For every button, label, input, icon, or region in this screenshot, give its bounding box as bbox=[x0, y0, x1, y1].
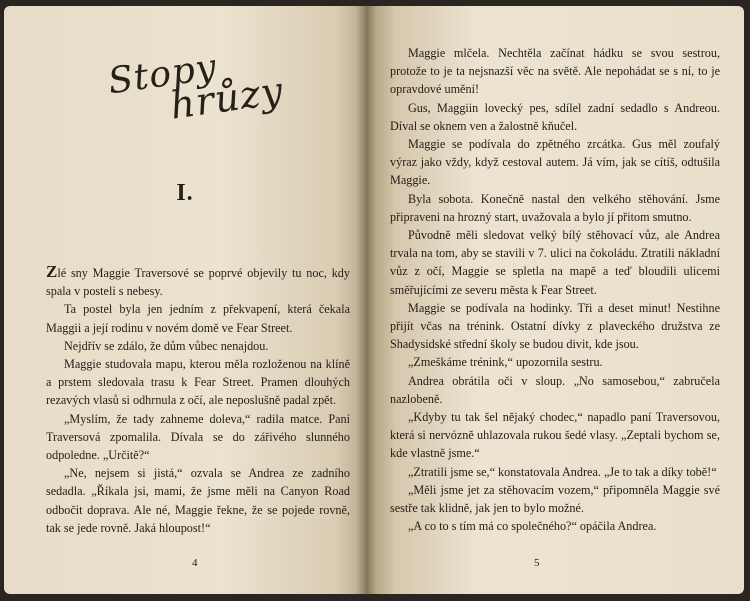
paragraph: „Ne, nejsem si jistá,“ ozvala se Andrea ze zadního sedadla. „Říkala jsi, mami, že jsme měli na Canyon Road odbočit doprava. Ale né, Maggie řekne, že se pojede rovně, tak se jede rovně. Jaká hloupost!“ bbox=[46, 466, 350, 535]
left-page-text bbox=[46, 263, 350, 537]
book-gutter bbox=[356, 6, 376, 594]
paragraph bbox=[46, 263, 350, 300]
paragraph: Nejdřív se zdálo, že dům vůbec nenajdou. bbox=[64, 338, 269, 353]
book-title-logo bbox=[105, 42, 308, 132]
paragraph: Andrea obrátila oči v sloup. „No samosebou,“ zabručela nazlobeně. bbox=[390, 373, 720, 406]
paragraph-text: lé sny Maggie Traversové se poprvé objevily tu noc, kdy spala v posteli s nebesy. bbox=[46, 266, 350, 299]
paragraph: Maggie mlčela. Nechtěla začínat hádku se svou sestrou, protože to je ta nejsnazší věc na světě. Ale nepohádat se s ní, to je opravdové umění! bbox=[390, 46, 720, 97]
paragraph: „Zmeškáme trénink,“ upozornila sestru. bbox=[408, 355, 603, 370]
paragraph: Ta postel byla jen jedním z překvapení, která čekala Maggii a její rodinu v novém domě ve Fear Street. bbox=[46, 302, 350, 335]
right-page bbox=[366, 6, 744, 594]
chapter-number: I. bbox=[176, 180, 194, 206]
paragraph: Původně měli sledovat velký bílý stěhovací vůz, ale Andrea trvala na tom, aby se stavili v 7. ulici na čokoládu. Ztratili nákladní vůz z očí, Maggie se spletla na mapě a teď bloudili ulicemi směřujícími ze severu města k Fear Street. bbox=[390, 228, 720, 297]
paragraph: „Měli jsme jet za stěhovacím vozem,“ připomněla Maggie své sestře tak klidně, jak jen to bylo možné. bbox=[390, 482, 720, 516]
drop-cap: Z bbox=[46, 262, 58, 281]
paragraph: „Myslím, že tady zahneme doleva,“ radila matce. Paní Traversová zpomalila. Dívala se do zářivého slunného odpoledne. „Určitě?“ bbox=[46, 411, 350, 463]
paragraph: Byla sobota. Konečně nastal den velkého stěhování. Jsme připraveni na hrozný start, uvažovala a bylo jí přitom smutno. bbox=[390, 191, 720, 224]
paragraph: Maggie se podívala na hodinky. Tři a deset minut! Nestihne přijít včas na trénink. Ostatní dívky z plaveckého družstva ze Shadysidské střední školy se budou divit, kde jsou. bbox=[390, 300, 720, 352]
paragraph: Maggie se podívala do zpětného zrcátka. Gus měl zoufalý výraz jako vždy, když cestoval autem. Já vím, jak se cítíš, odtušila Maggie. bbox=[390, 137, 720, 188]
title-line-1: Stopy bbox=[105, 46, 220, 103]
paragraph: „Kdyby tu tak šel nějaký chodec,“ napadlo paní Traversovou, která si nervózně uhlazovala rukou šedé vlasy. „Zeptali bychom se, kde vlastně jsme.“ bbox=[390, 410, 720, 461]
paragraph: Gus, Maggiin lovecký pes, sdílel zadní sedadlo s Andreou. Díval se oknem ven a žalostně kňučel. bbox=[390, 100, 720, 133]
page-number: 5 bbox=[534, 557, 540, 569]
page-number: 4 bbox=[192, 557, 198, 569]
paragraph: Maggie studovala mapu, kterou měla rozloženou na klíně a prstem sledovala trasu k Fear Street. Pramen dlouhých rezavých vlasů si odhrnula z očí, ale neposlušně padal zpět. bbox=[46, 357, 350, 408]
paragraph: „A co to s tím má co společného?“ opáčila Andrea. bbox=[408, 519, 657, 534]
left-page bbox=[4, 6, 366, 594]
paragraph: „Ztratili jsme se,“ konstatovala Andrea. „Je to tak a díky tobě!“ bbox=[408, 464, 717, 479]
title-line-2: hrůzy bbox=[167, 68, 287, 128]
right-page-text bbox=[390, 44, 720, 535]
